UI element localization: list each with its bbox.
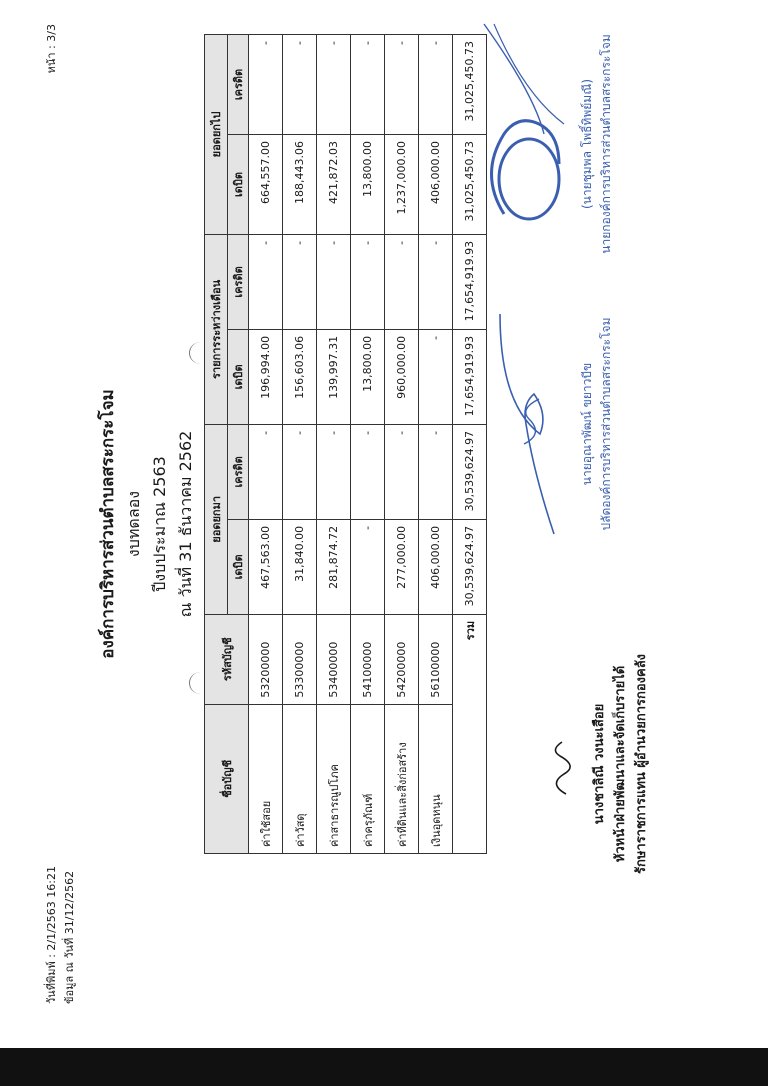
cf-debit: 664,557.00 — [249, 134, 283, 234]
signer-title-middle: ปลัดองค์การบริหารส่วนตำบลสระกระโจม — [599, 317, 613, 531]
header-m-credit: เครดิต — [228, 234, 249, 329]
m-debit: 139,997.31 — [317, 329, 351, 424]
bf-credit: - — [283, 424, 317, 519]
header-cf-debit: เดบิต — [228, 134, 249, 234]
table-header-row — [205, 35, 228, 854]
account-name: ค่าวัสดุ — [283, 704, 317, 853]
signer-name-left: นางชาลิณี วงนะเสือย — [592, 703, 607, 825]
cf-debit: 406,000.00 — [419, 134, 453, 234]
trial-balance-table — [204, 34, 487, 854]
account-name: ค่าสาธารณูปโภค — [317, 704, 351, 853]
cf-debit: 1,237,000.00 — [385, 134, 419, 234]
m-credit: - — [419, 234, 453, 329]
header-bf-debit: เดบิต — [228, 519, 249, 614]
cf-debit: 13,800.00 — [351, 134, 385, 234]
bf-credit: - — [249, 424, 283, 519]
total-m-debit: 17,654,919.93 — [453, 329, 487, 424]
total-bf-credit: 30,539,624.97 — [453, 424, 487, 519]
table-row — [351, 35, 385, 854]
cf-debit: 421,872.03 — [317, 134, 351, 234]
table-row — [317, 35, 351, 854]
account-name: ค่าใช้สอย — [249, 704, 283, 853]
data-as-of: ข้อมูล ณ วันที่ 31/12/2562 — [63, 870, 76, 1004]
bf-credit: - — [385, 424, 419, 519]
total-label: รวม — [453, 614, 487, 853]
bf-debit: 467,563.00 — [249, 519, 283, 614]
bf-debit: - — [351, 519, 385, 614]
header-bf-credit: เครดิต — [228, 424, 249, 519]
total-cf-debit: 31,025,450.73 — [453, 134, 487, 234]
m-credit: - — [317, 234, 351, 329]
cf-credit: - — [249, 35, 283, 135]
bf-debit: 277,000.00 — [385, 519, 419, 614]
rotated-document-page — [24, 4, 744, 1044]
table-row — [283, 35, 317, 854]
total-cf-credit: 31,025,450.73 — [453, 35, 487, 135]
bf-debit: 281,874.72 — [317, 519, 351, 614]
account-name: ค่าที่ดินและสิ่งก่อสร้าง — [385, 704, 419, 853]
page-number: หน้า : 3/3 — [45, 24, 58, 74]
signature-block-middle — [494, 274, 616, 574]
handwritten-signature-right — [474, 14, 574, 274]
account-code: 53300000 — [283, 614, 317, 704]
signer-name-right: (นายชุมพล โพธิ์ทิพย์มณี) — [580, 78, 594, 210]
signer-name-middle: นายอุณาพัฒน์ ขยาวบีข — [580, 362, 594, 486]
bf-credit: - — [317, 424, 351, 519]
cf-credit: - — [283, 35, 317, 135]
total-m-credit: 17,654,919.93 — [453, 234, 487, 329]
cf-credit: - — [385, 35, 419, 135]
header-cf-credit: เครดิต — [228, 35, 249, 135]
table-row — [419, 35, 453, 854]
account-code: 53200000 — [249, 614, 283, 704]
scan-bottom-bar — [0, 1048, 768, 1086]
handwritten-signature-left — [534, 614, 584, 914]
m-debit: 196,994.00 — [249, 329, 283, 424]
header-account-name: ชื่อบัญชี — [205, 704, 249, 853]
print-date: วันที่พิมพ์ : 2/1/2563 16:21 — [45, 866, 58, 1004]
m-debit: 960,000.00 — [385, 329, 419, 424]
org-name: องค์การบริหารส่วนตำบลสระกระโจม — [98, 389, 118, 659]
account-name: ค่าครุภัณฑ์ — [351, 704, 385, 853]
signature-block-right — [474, 14, 616, 274]
cf-credit: - — [351, 35, 385, 135]
bf-credit: - — [419, 424, 453, 519]
m-credit: - — [283, 234, 317, 329]
m-debit: - — [419, 329, 453, 424]
handwritten-signature-middle — [494, 274, 574, 574]
header-account-code: รหัสบัญชี — [205, 614, 249, 704]
as-of-date: ณ วันที่ 31 ธันวาคม 2562 — [176, 430, 195, 618]
signer-title-right: นายกองค์การบริหารส่วนตำบลสระกระโจม — [599, 34, 613, 254]
report-name: งบทดลอง — [124, 490, 143, 558]
cf-credit: - — [419, 35, 453, 135]
account-code: 53400000 — [317, 614, 351, 704]
bf-credit: - — [351, 424, 385, 519]
table-row — [385, 35, 419, 854]
signature-block-left — [534, 614, 651, 914]
header-carried-forward: ยอดยกไป — [205, 35, 228, 235]
account-code: 54200000 — [385, 614, 419, 704]
signer-title-left-2: รักษาราชการแทน ผู้อำนวยการกองคลัง — [634, 653, 649, 875]
bf-debit: 31,840.00 — [283, 519, 317, 614]
m-debit: 13,800.00 — [351, 329, 385, 424]
account-name: เงินอุดหนุน — [419, 704, 453, 853]
bf-debit: 406,000.00 — [419, 519, 453, 614]
table-row — [249, 35, 283, 854]
header-monthly: รายการระหว่างเดือน — [205, 234, 228, 424]
fiscal-year: ปีงบประมาณ 2563 — [150, 456, 169, 592]
header-brought-forward: ยอดยกมา — [205, 424, 228, 614]
account-code: 56100000 — [419, 614, 453, 704]
m-credit: - — [249, 234, 283, 329]
header-m-debit: เดบิต — [228, 329, 249, 424]
m-credit: - — [351, 234, 385, 329]
signer-title-left-1: หัวหน้าฝ่ายพัฒนาและจัดเก็บรายได้ — [613, 665, 628, 863]
m-credit: - — [385, 234, 419, 329]
account-code: 54100000 — [351, 614, 385, 704]
cf-credit: - — [317, 35, 351, 135]
m-debit: 156,603.06 — [283, 329, 317, 424]
total-bf-debit: 30,539,624.97 — [453, 519, 487, 614]
cf-debit: 188,443.06 — [283, 134, 317, 234]
